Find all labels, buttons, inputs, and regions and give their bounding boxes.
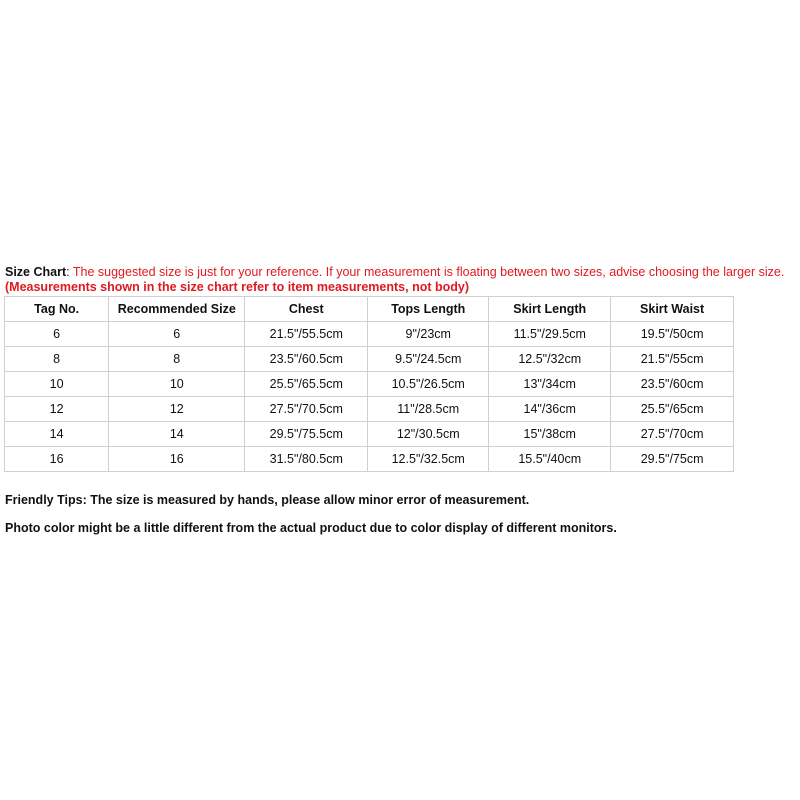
cell-recommended-size: 12 [109,397,245,422]
cell-recommended-size: 8 [109,347,245,372]
cell-tag-no: 14 [5,422,109,447]
table-row [5,422,734,447]
table-header-row [5,297,734,322]
cell-skirt-length: 13"/34cm [489,372,611,397]
cell-recommended-size: 6 [109,322,245,347]
cell-tops-length: 12"/30.5cm [368,422,489,447]
header-chest: Chest [245,297,368,322]
header-skirt-waist: Skirt Waist [611,297,734,322]
cell-recommended-size: 14 [109,422,245,447]
cell-skirt-length: 15.5"/40cm [489,447,611,472]
table-row [5,397,734,422]
header-tag-no: Tag No. [5,297,109,322]
friendly-tips: Friendly Tips: The size is measured by hands, please allow minor error of measurement. [5,493,530,507]
cell-chest: 25.5"/65.5cm [245,372,368,397]
cell-skirt-waist: 27.5"/70cm [611,422,734,447]
cell-tag-no: 8 [5,347,109,372]
cell-tops-length: 12.5"/32.5cm [368,447,489,472]
cell-tag-no: 6 [5,322,109,347]
size-chart-note: The suggested size is just for your reference. If your measurement is floating between two sizes, advise choosing the larger size. [69,265,785,279]
table-row [5,372,734,397]
header-recommended-size: Recommended Size [109,297,245,322]
cell-recommended-size: 16 [109,447,245,472]
cell-skirt-length: 12.5"/32cm [489,347,611,372]
table-row [5,447,734,472]
cell-tops-length: 10.5"/26.5cm [368,372,489,397]
cell-skirt-length: 14"/36cm [489,397,611,422]
cell-chest: 27.5"/70.5cm [245,397,368,422]
table-row [5,322,734,347]
cell-skirt-waist: 23.5"/60cm [611,372,734,397]
cell-tag-no: 16 [5,447,109,472]
cell-tops-length: 9.5"/24.5cm [368,347,489,372]
cell-skirt-length: 15"/38cm [489,422,611,447]
size-chart-colon: : [66,265,70,279]
size-table [4,296,734,472]
table-row [5,347,734,372]
cell-tag-no: 12 [5,397,109,422]
cell-recommended-size: 10 [109,372,245,397]
header-tops-length: Tops Length [368,297,489,322]
size-chart-intro [5,265,795,295]
cell-chest: 31.5"/80.5cm [245,447,368,472]
size-chart-label: Size Chart [5,265,67,279]
cell-tops-length: 9"/23cm [368,322,489,347]
cell-chest: 23.5"/60.5cm [245,347,368,372]
photo-color-note: Photo color might be a little different from the actual product due to color display of different monitors. [5,521,617,535]
cell-skirt-waist: 19.5"/50cm [611,322,734,347]
cell-tag-no: 10 [5,372,109,397]
cell-chest: 21.5"/55.5cm [245,322,368,347]
cell-skirt-waist: 21.5"/55cm [611,347,734,372]
cell-skirt-length: 11.5"/29.5cm [489,322,611,347]
size-chart-measurement-note: (Measurements shown in the size chart refer to item measurements, not body) [5,280,469,294]
cell-skirt-waist: 25.5"/65cm [611,397,734,422]
cell-skirt-waist: 29.5"/75cm [611,447,734,472]
cell-tops-length: 11"/28.5cm [368,397,489,422]
cell-chest: 29.5"/75.5cm [245,422,368,447]
header-skirt-length: Skirt Length [489,297,611,322]
